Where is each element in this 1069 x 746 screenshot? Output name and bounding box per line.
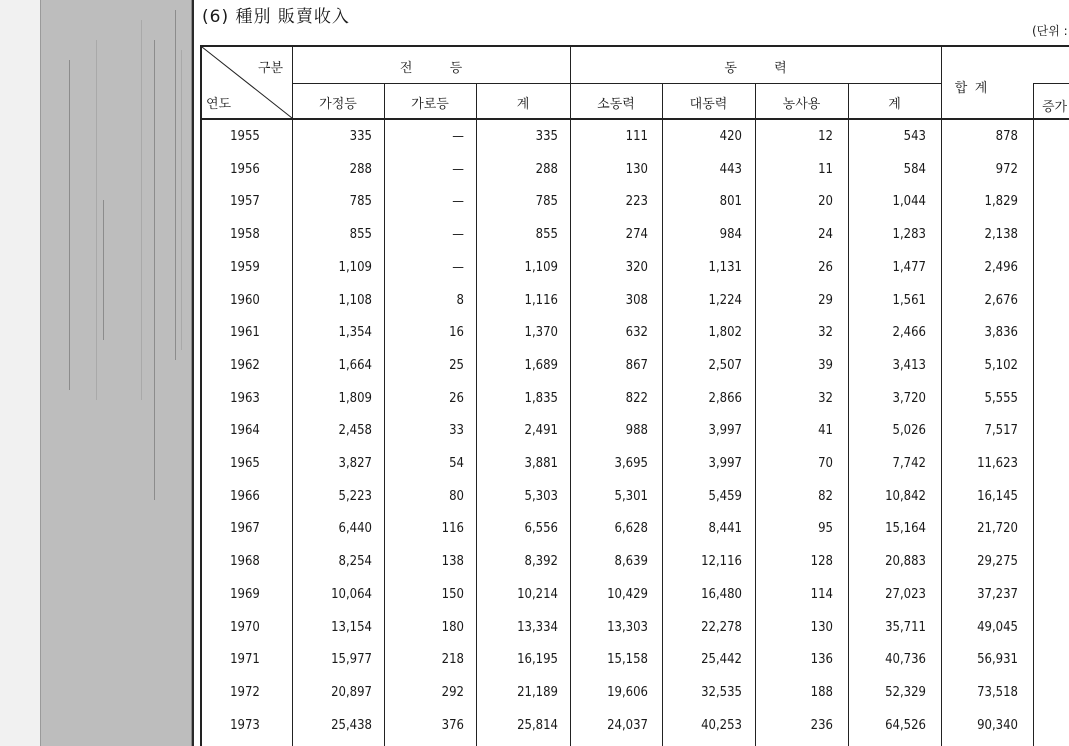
cell-agricultural: 130 xyxy=(810,619,833,635)
cell-large-power: 25,442 xyxy=(701,652,742,668)
cell-streetlight: 150 xyxy=(441,586,464,602)
cell-year: 1973 xyxy=(230,717,260,733)
cell-year: 1971 xyxy=(230,652,260,668)
cell-small-power: 8,639 xyxy=(614,554,648,570)
cell-household: 1,108 xyxy=(338,292,372,308)
cell-small-power: 867 xyxy=(625,357,648,373)
cell-lighting-subtotal: 5,303 xyxy=(524,488,558,504)
cell-power-subtotal: 52,329 xyxy=(885,684,926,700)
cell-streetlight: 8 xyxy=(456,292,464,308)
cell-total: 11,623 xyxy=(977,456,1018,471)
cell-lighting-subtotal: 10,214 xyxy=(517,586,558,602)
cell-lighting-subtotal: 16,195 xyxy=(517,652,558,668)
cell-total: 21,720 xyxy=(977,521,1018,537)
cell-total: 2,676 xyxy=(984,292,1018,308)
cell-power-subtotal: 1,044 xyxy=(892,194,926,210)
cell-small-power: 111 xyxy=(625,129,648,144)
cell-household: 3,827 xyxy=(338,456,372,471)
cell-small-power: 24,037 xyxy=(607,717,648,733)
cell-power-subtotal: 5,026 xyxy=(892,423,926,439)
cell-streetlight: 54 xyxy=(449,456,464,471)
cell-household: 1,109 xyxy=(338,259,372,275)
cell-lighting-subtotal: 3,881 xyxy=(524,456,558,471)
cell-year: 1965 xyxy=(230,456,260,471)
cell-year: 1968 xyxy=(230,554,260,570)
cell-power-subtotal: 1,283 xyxy=(892,227,926,243)
header-col-power-subtotal: 계 xyxy=(888,97,901,112)
cell-lighting-subtotal: 1,689 xyxy=(524,357,558,373)
cell-power-subtotal: 40,736 xyxy=(885,652,926,668)
cell-power-subtotal: 64,526 xyxy=(885,717,926,733)
cell-small-power: 19,606 xyxy=(607,684,648,700)
header-total: 합 계 xyxy=(954,81,988,96)
cell-year: 1960 xyxy=(230,292,260,308)
cell-lighting-subtotal: 288 xyxy=(535,161,558,177)
cell-power-subtotal: 1,477 xyxy=(892,259,926,275)
cell-lighting-subtotal: 13,334 xyxy=(517,619,558,635)
cell-agricultural: 114 xyxy=(810,586,833,602)
cell-total: 7,517 xyxy=(984,423,1018,439)
scan-left-margin xyxy=(0,0,41,746)
cell-total: 29,275 xyxy=(977,554,1018,570)
cell-lighting-subtotal: 855 xyxy=(535,227,558,243)
cell-household: 855 xyxy=(349,227,372,243)
cell-large-power: 5,459 xyxy=(708,488,742,504)
header-col-small-power: 소동력 xyxy=(597,97,635,112)
cell-agricultural: 11 xyxy=(818,161,833,177)
cell-agricultural: 136 xyxy=(810,652,833,668)
scan-binding-shadow xyxy=(41,0,193,746)
cell-streetlight: 218 xyxy=(441,652,464,668)
cell-total: 90,340 xyxy=(977,717,1018,733)
cell-agricultural: 95 xyxy=(818,521,833,537)
cell-agricultural: 188 xyxy=(810,684,833,700)
cell-household: 20,897 xyxy=(331,684,372,700)
cell-household: 25,438 xyxy=(331,717,372,733)
cell-household: 288 xyxy=(349,161,372,177)
cell-power-subtotal: 7,742 xyxy=(892,456,926,471)
cell-year: 1972 xyxy=(230,684,260,700)
cell-agricultural: 41 xyxy=(818,423,833,439)
cell-streetlight: — xyxy=(452,227,464,243)
cell-small-power: 308 xyxy=(625,292,648,308)
cell-streetlight: 376 xyxy=(441,717,464,733)
cell-lighting-subtotal: 2,491 xyxy=(524,423,558,439)
cell-year: 1958 xyxy=(230,227,260,243)
revenue-table xyxy=(200,45,1069,746)
cell-agricultural: 26 xyxy=(818,259,833,275)
cell-large-power: 3,997 xyxy=(708,423,742,439)
cell-small-power: 320 xyxy=(625,259,648,275)
document-page xyxy=(194,0,1069,746)
header-year: 연도 xyxy=(206,97,232,112)
unit-label: (단위 : xyxy=(1032,24,1068,38)
cell-power-subtotal: 35,711 xyxy=(885,619,926,635)
cell-agricultural: 82 xyxy=(818,488,833,504)
cell-lighting-subtotal: 1,370 xyxy=(524,325,558,341)
cell-household: 10,064 xyxy=(331,586,372,602)
cell-streetlight: — xyxy=(452,194,464,210)
cell-agricultural: 236 xyxy=(810,717,833,733)
cell-streetlight: 180 xyxy=(441,619,464,635)
cell-small-power: 274 xyxy=(625,227,648,243)
cell-large-power: 40,253 xyxy=(701,717,742,733)
cell-large-power: 984 xyxy=(719,227,742,243)
cell-power-subtotal: 20,883 xyxy=(885,554,926,570)
cell-agricultural: 32 xyxy=(818,390,833,406)
cell-large-power: 22,278 xyxy=(701,619,742,635)
cell-year: 1955 xyxy=(230,129,260,144)
cell-small-power: 13,303 xyxy=(607,619,648,635)
cell-streetlight: 292 xyxy=(441,684,464,700)
cell-agricultural: 12 xyxy=(818,129,833,144)
cell-small-power: 988 xyxy=(625,423,648,439)
cell-large-power: 2,507 xyxy=(708,357,742,373)
cell-year: 1963 xyxy=(230,390,260,406)
header-col-agricultural: 농사용 xyxy=(782,97,821,112)
cell-power-subtotal: 3,720 xyxy=(892,390,926,406)
cell-large-power: 3,997 xyxy=(708,456,742,471)
cell-household: 785 xyxy=(349,194,372,210)
cell-total: 37,237 xyxy=(977,586,1018,602)
cell-total: 2,138 xyxy=(984,227,1018,243)
cell-large-power: 32,535 xyxy=(701,684,742,700)
cell-lighting-subtotal: 21,189 xyxy=(517,684,558,700)
cell-lighting-subtotal: 1,109 xyxy=(524,259,558,275)
cell-power-subtotal: 10,842 xyxy=(885,488,926,504)
cell-total: 73,518 xyxy=(977,684,1018,700)
header-col-household: 가정등 xyxy=(319,97,357,112)
cell-household: 1,809 xyxy=(338,390,372,406)
cell-total: 1,829 xyxy=(984,194,1018,210)
cell-lighting-subtotal: 785 xyxy=(535,194,558,210)
cell-household: 1,664 xyxy=(338,357,372,373)
cell-household: 1,354 xyxy=(338,325,372,341)
cell-large-power: 443 xyxy=(719,161,742,177)
cell-small-power: 15,158 xyxy=(607,652,648,668)
header-col-large-power: 대동력 xyxy=(689,97,728,112)
cell-streetlight: 16 xyxy=(449,325,464,341)
cell-large-power: 2,866 xyxy=(708,390,742,406)
cell-power-subtotal: 584 xyxy=(903,161,926,177)
cell-power-subtotal: 3,413 xyxy=(892,357,926,373)
cell-year: 1964 xyxy=(230,423,260,439)
header-category: 구분 xyxy=(258,61,284,76)
cell-lighting-subtotal: 1,835 xyxy=(524,390,558,406)
cell-year: 1966 xyxy=(230,488,260,504)
cell-streetlight: — xyxy=(452,259,464,275)
cell-large-power: 801 xyxy=(719,194,742,210)
cell-large-power: 16,480 xyxy=(701,586,742,602)
table-title: (6) 種別 販賣收入 xyxy=(202,7,350,27)
header-lighting: 전 등 xyxy=(399,61,463,76)
cell-lighting-subtotal: 6,556 xyxy=(524,521,558,537)
cell-streetlight: — xyxy=(452,129,464,144)
cell-small-power: 822 xyxy=(625,390,648,406)
cell-large-power: 8,441 xyxy=(708,521,742,537)
cell-small-power: 130 xyxy=(625,161,648,177)
cell-agricultural: 70 xyxy=(818,456,833,471)
cell-total: 5,555 xyxy=(984,390,1018,406)
cell-year: 1957 xyxy=(230,194,260,210)
cell-power-subtotal: 27,023 xyxy=(885,586,926,602)
cell-household: 15,977 xyxy=(331,652,372,668)
header-col-streetlight: 가로등 xyxy=(411,97,449,112)
cell-year: 1956 xyxy=(230,161,260,177)
header-power: 동 력 xyxy=(724,61,787,76)
cell-household: 5,223 xyxy=(338,488,372,504)
cell-streetlight: 25 xyxy=(449,357,464,373)
cell-power-subtotal: 543 xyxy=(903,129,926,144)
cell-year: 1967 xyxy=(230,521,260,537)
cell-total: 5,102 xyxy=(984,357,1018,373)
cell-total: 878 xyxy=(995,129,1018,144)
cell-lighting-subtotal: 8,392 xyxy=(524,554,558,570)
cell-large-power: 1,802 xyxy=(708,325,742,341)
cell-power-subtotal: 1,561 xyxy=(892,292,926,308)
cell-year: 1961 xyxy=(230,325,260,341)
cell-power-subtotal: 15,164 xyxy=(885,521,926,537)
header-col-lighting-subtotal: 계 xyxy=(516,97,530,112)
cell-year: 1962 xyxy=(230,357,260,373)
cell-lighting-subtotal: 335 xyxy=(535,129,558,144)
cell-household: 13,154 xyxy=(331,619,372,635)
cell-streetlight: 80 xyxy=(449,488,464,504)
cell-power-subtotal: 2,466 xyxy=(892,325,926,341)
cell-streetlight: 33 xyxy=(449,423,464,439)
cell-total: 3,836 xyxy=(984,325,1018,341)
cell-agricultural: 29 xyxy=(818,292,833,308)
cell-small-power: 632 xyxy=(625,325,648,341)
cell-total: 972 xyxy=(995,161,1018,177)
cell-year: 1969 xyxy=(230,586,260,602)
cell-household: 8,254 xyxy=(338,554,372,570)
cell-large-power: 12,116 xyxy=(701,554,742,570)
cell-agricultural: 32 xyxy=(818,325,833,341)
cell-small-power: 6,628 xyxy=(614,521,648,537)
cell-total: 2,496 xyxy=(984,259,1018,275)
cell-agricultural: 39 xyxy=(818,357,833,373)
cell-household: 335 xyxy=(349,129,372,144)
cell-year: 1970 xyxy=(230,619,260,635)
cell-large-power: 1,131 xyxy=(708,259,742,275)
cell-large-power: 1,224 xyxy=(708,292,742,308)
cell-agricultural: 20 xyxy=(818,194,833,210)
cell-streetlight: — xyxy=(452,161,464,177)
header-increase: 증가 xyxy=(1042,100,1068,115)
cell-streetlight: 26 xyxy=(449,390,464,406)
cell-household: 6,440 xyxy=(338,521,372,537)
cell-total: 56,931 xyxy=(977,652,1018,668)
cell-small-power: 223 xyxy=(625,194,648,210)
cell-total: 49,045 xyxy=(977,619,1018,635)
cell-total: 16,145 xyxy=(977,488,1018,504)
cell-streetlight: 138 xyxy=(441,554,464,570)
cell-year: 1959 xyxy=(230,259,260,275)
cell-household: 2,458 xyxy=(338,423,372,439)
cell-small-power: 5,301 xyxy=(614,488,648,504)
cell-streetlight: 116 xyxy=(441,521,464,537)
cell-lighting-subtotal: 1,116 xyxy=(524,292,558,308)
cell-agricultural: 128 xyxy=(810,554,833,570)
cell-lighting-subtotal: 25,814 xyxy=(517,717,558,733)
cell-small-power: 3,695 xyxy=(614,456,648,471)
cell-small-power: 10,429 xyxy=(607,586,648,602)
cell-large-power: 420 xyxy=(719,129,742,144)
cell-agricultural: 24 xyxy=(818,227,833,243)
